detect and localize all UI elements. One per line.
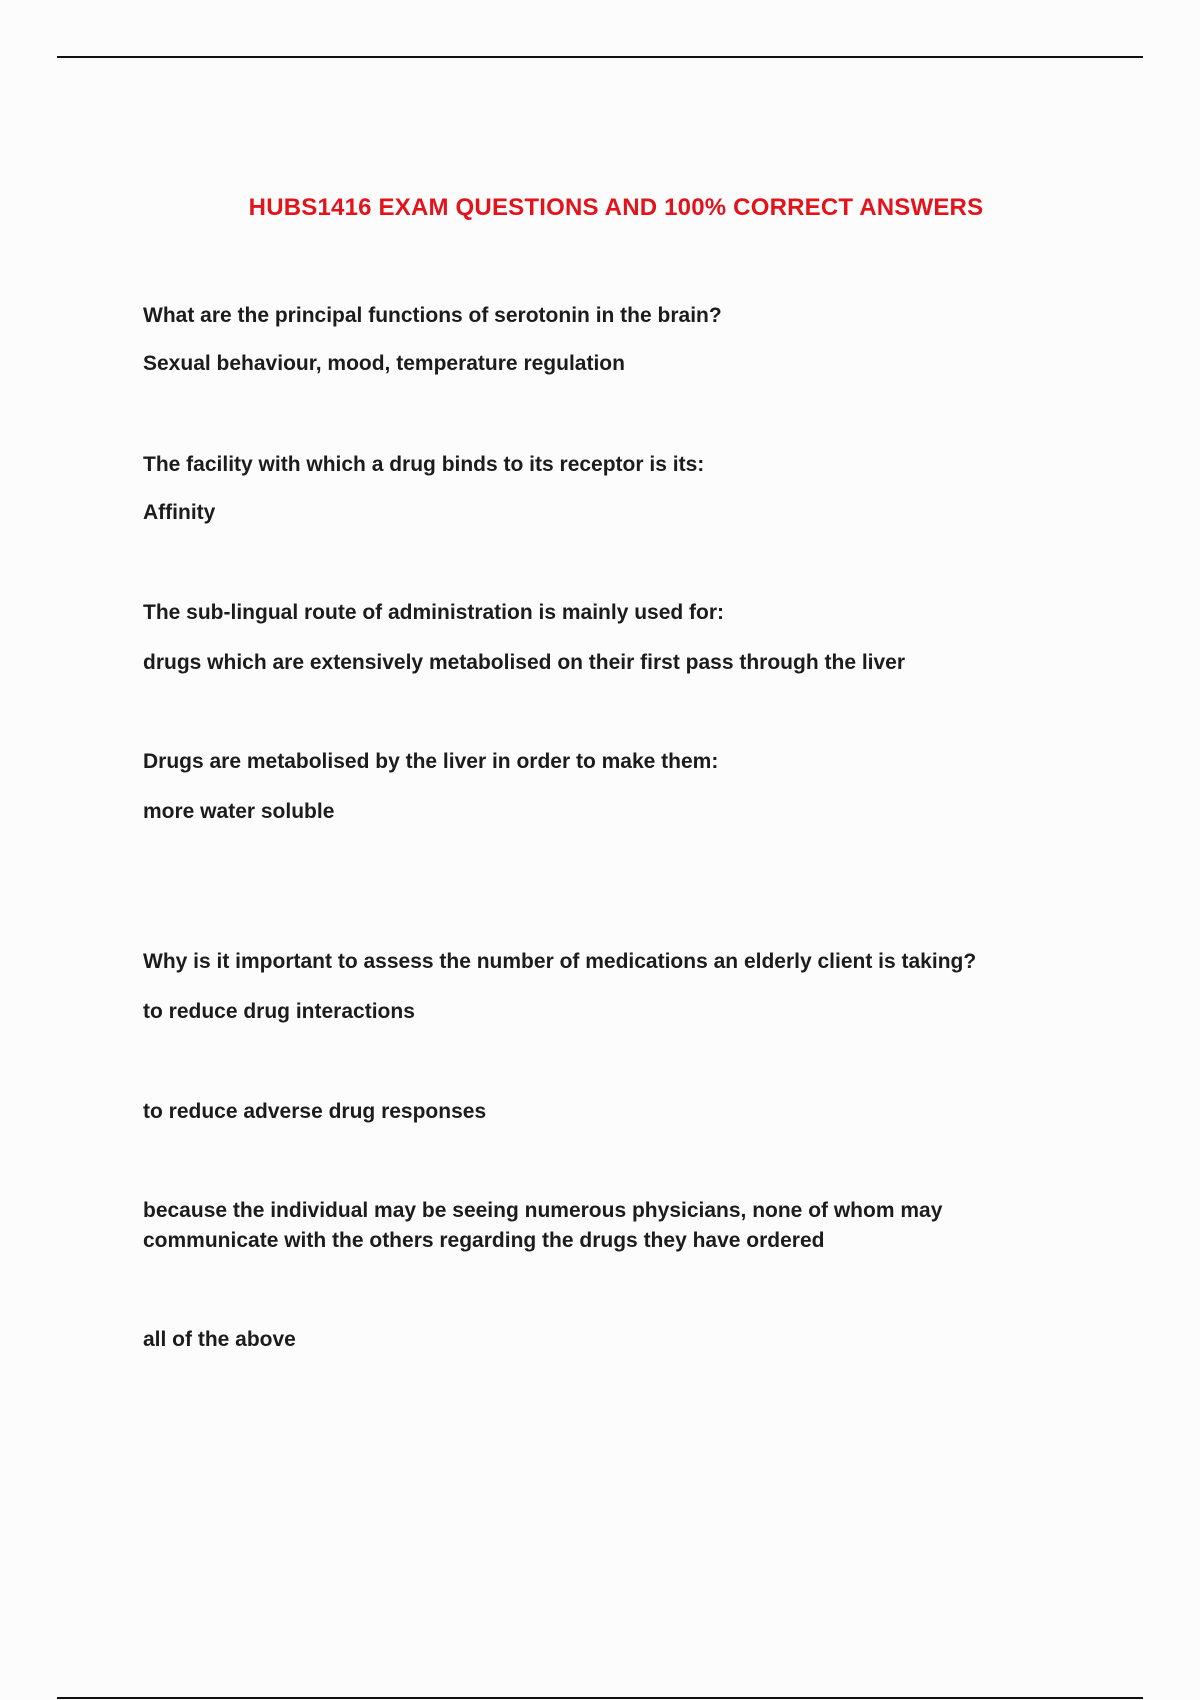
answer-5c: because the individual may be seeing numerous physicians, none of whom may communicate with the others regarding the drugs they have ordered xyxy=(143,1199,943,1252)
answer-4: more water soluble xyxy=(143,800,335,823)
question-3: The sub-lingual route of administration is mainly used for: xyxy=(143,601,725,624)
question-5: Why is it important to assess the number of medications an elderly client is taking? xyxy=(143,950,977,973)
question-1: What are the principal functions of serotonin in the brain? xyxy=(143,304,722,327)
question-4: Drugs are metabolised by the liver in order to make them: xyxy=(143,750,719,773)
answer-2: Affinity xyxy=(143,501,216,524)
header-rule xyxy=(57,56,1143,58)
answer-5a: to reduce drug interactions xyxy=(143,1000,415,1023)
answer-5b: to reduce adverse drug responses xyxy=(143,1100,487,1123)
answer-5d: all of the above xyxy=(143,1328,296,1351)
question-2: The facility with which a drug binds to its receptor is its: xyxy=(143,453,705,476)
answer-3: drugs which are extensively metabolised on their first pass through the liver xyxy=(143,651,906,674)
answer-1: Sexual behaviour, mood, temperature regulation xyxy=(143,352,625,375)
document-title: HUBS1416 EXAM QUESTIONS AND 100% CORRECT ANSWERS xyxy=(248,194,984,221)
footer-rule xyxy=(57,1697,1143,1699)
